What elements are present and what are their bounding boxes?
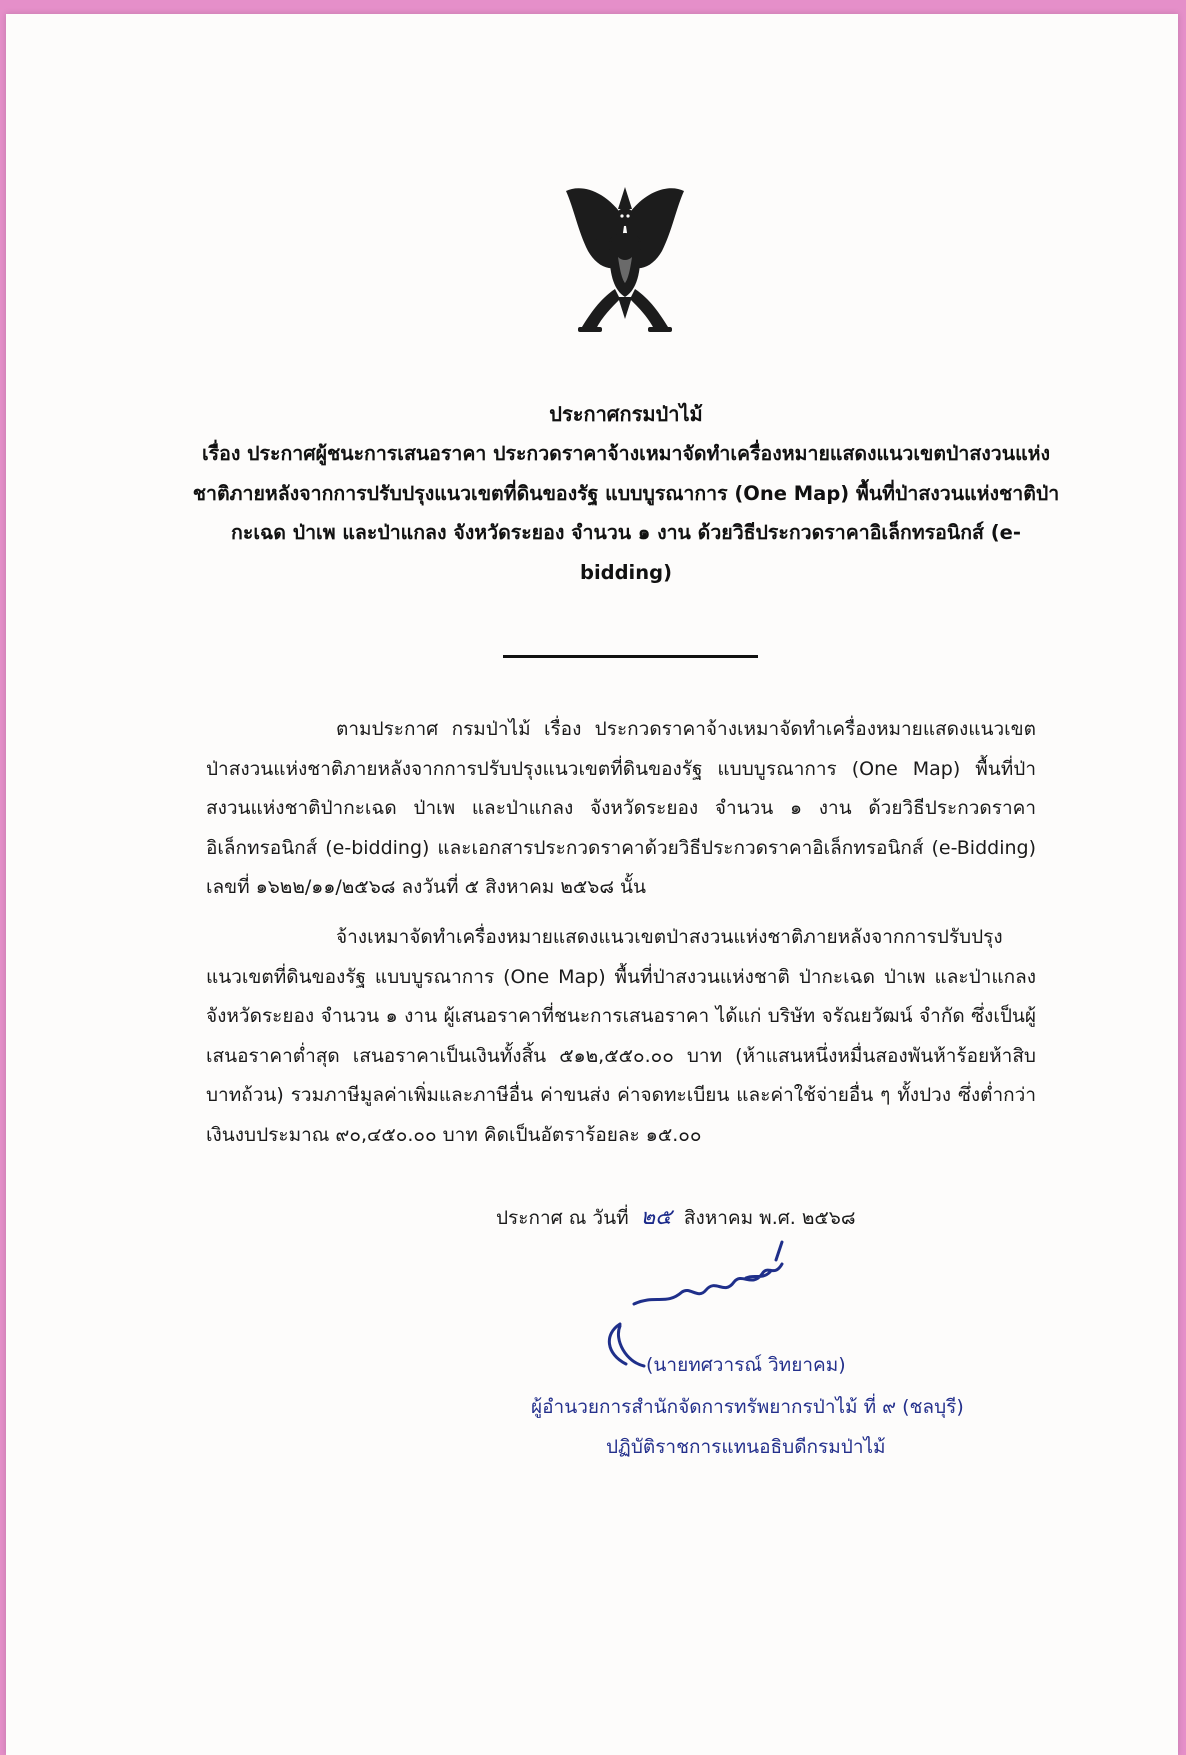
announce-suffix: สิงหาคม พ.ศ. ๒๕๖๘ [683, 1207, 856, 1229]
announce-prefix: ประกาศ ณ วันที่ [496, 1207, 629, 1229]
signer-title: ผู้อำนวยการสำนักจัดการทรัพยากรป่าไม้ ที่ ๙ (ชลบุรี) [531, 1396, 964, 1418]
paragraph-reference [206, 710, 1036, 908]
signer-name: (นายทศวารณ์ วิทยาคม) [646, 1354, 846, 1376]
paragraph-1-text: ตามประกาศ กรมป่าไม้ เรื่อง ประกวดราคาจ้างเหมาจัดทำเครื่องหมายแสดงแนวเขตป่าสงวนแห่งชาติภายหลังจากการปรับปรุงแนวเขตที่ดินของรัฐ แบบบูรณาการ (One Map) พื้นที่ป่าสงวนแห่งชาติป่ากะเฉด ป่าเพ และป่าแกลง จังหวัดระยอง จำนวน ๑ งาน ด้วยวิธีประกวดราคาอิเล็กทรอนิกส์ (e-bidding) และเอกสารประกวดราคาด้วยวิธีประกวดราคาอิเล็กทรอนิกส์ (e-Bidding) เลขที่ ๑๖๒๒/๑๑/๒๕๖๘ ลงวันที่ ๕ สิงหาคม ๒๕๖๘ นั้น [206, 718, 1036, 898]
divider [503, 655, 758, 658]
paragraph-2-text: จ้างเหมาจัดทำเครื่องหมายแสดงแนวเขตป่าสงวนแห่งชาติภายหลังจากการปรับปรุงแนวเขตที่ดินของรัฐ แบบบูรณาการ (One Map) พื้นที่ป่าสงวนแห่งชาติ ป่ากะเฉด ป่าเพ และป่าแกลง จังหวัดระยอง จำนวน ๑ งาน ผู้เสนอราคาที่ชนะการเสนอราคา ได้แก่ บริษัท จรัณยวัฒน์ จำกัด ซึ่งเป็นผู้เสนอราคาต่ำสุด เสนอราคาเป็นเงินทั้งสิ้น ๕๑๒,๕๕๐.๐๐ บาท (ห้าแสนหนึ่งหมื่นสองพันห้าร้อยห้าสิบบาทถ้วน) รวมภาษีมูลค่าเพิ่มและภาษีอื่น ค่าขนส่ง ค่าจดทะเบียน และค่าใช้จ่ายอื่น ๆ ทั้งปวง ซึ่งต่ำกว่าเงินงบประมาณ ๙๐,๔๕๐.๐๐ บาท คิดเป็นอัตราร้อยละ ๑๕.๐๐ [206, 926, 1036, 1146]
garuda-emblem-icon [560, 179, 690, 339]
document-subject: เรื่อง ประกาศผู้ชนะการเสนอราคา ประกวดราคาจ้างเหมาจัดทำเครื่องหมายแสดงแนวเขตป่าสงวนแห่งชาติภายหลังจากการปรับปรุงแนวเขตที่ดินของรัฐ แบบบูรณาการ (One Map) พื้นที่ป่าสงวนแห่งชาติป่ากะเฉด ป่าเพ และป่าแกลง จังหวัดระยอง จำนวน ๑ งาน ด้วยวิธีประกวดราคาอิเล็กทรอนิกส์ (e-bidding) [192, 442, 1060, 584]
announce-day-handwritten: ๒๕ [640, 1205, 672, 1230]
document-page [6, 14, 1178, 1755]
announcement-date [496, 1199, 856, 1234]
document-title: ประกาศกรมป่าไม้ [549, 402, 703, 426]
signer-acting: ปฏิบัติราชการแทนอธิบดีกรมป่าไม้ [606, 1436, 886, 1458]
paragraph-award [206, 918, 1036, 1155]
